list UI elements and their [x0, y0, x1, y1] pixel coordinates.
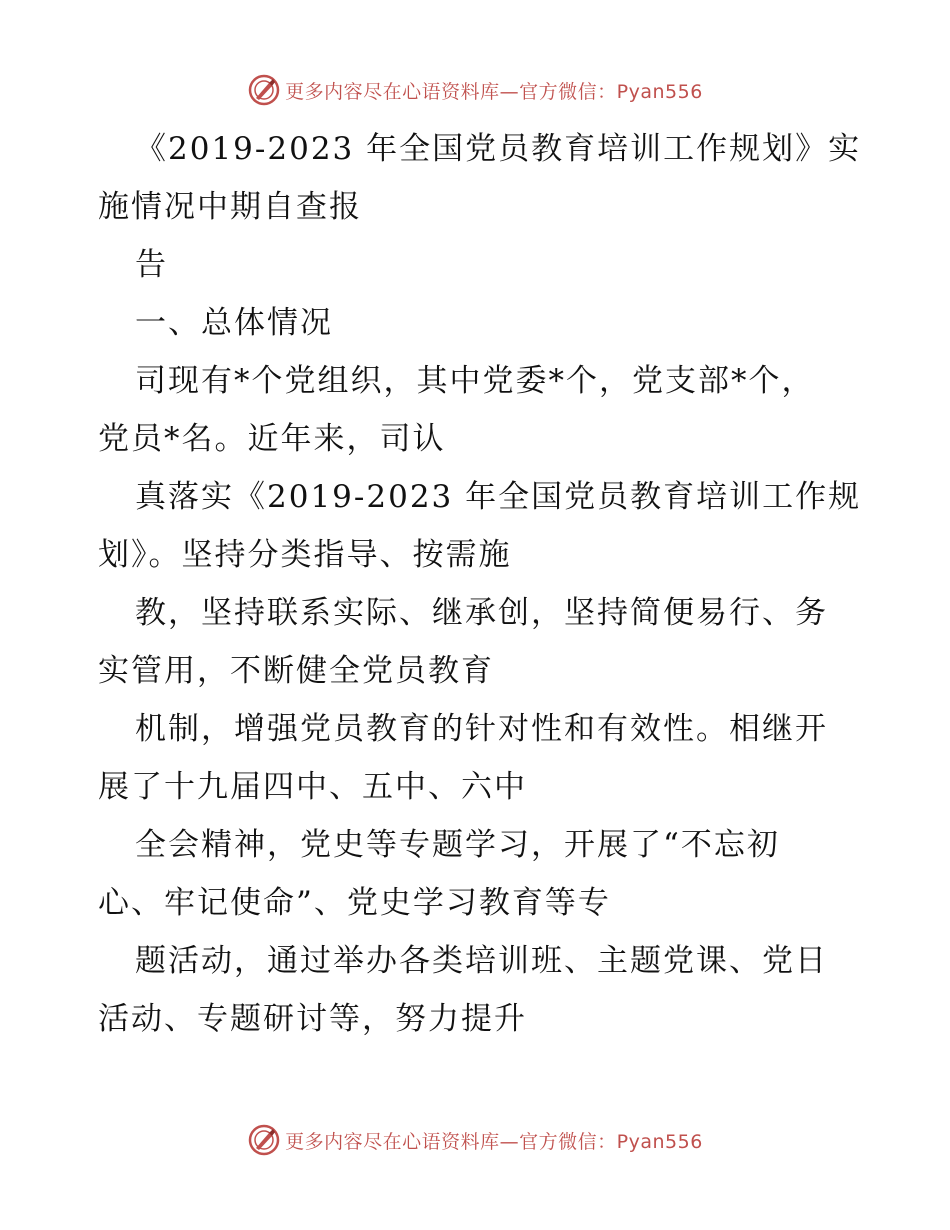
watermark-text: 更多内容尽在心语资料库—官方微信：Pyan556 [285, 1130, 703, 1153]
text-line: 题活动，通过举办各类培训班、主题党课、党日 [135, 943, 828, 979]
pen-logo-icon [247, 73, 281, 107]
text-line: 划》。坚持分类指导、按需施 [98, 537, 512, 573]
text-line: 展了十九届四中、五中、六中 [98, 769, 527, 805]
text-line: 全会精神，党史等专题学习，开展了“不忘初 [135, 827, 780, 863]
text-line: 机制，增强党员教育的针对性和有效性。相继开 [135, 711, 828, 747]
text-line: 《2019-2023 年全国党员教育培训工作规划》实 [135, 131, 862, 167]
text-line: 司现有*个党组织，其中党委*个，党支部*个， [135, 363, 815, 399]
text-line: 告 [135, 247, 168, 283]
text-line: 真落实《2019-2023 年全国党员教育培训工作规 [135, 479, 862, 515]
text-line: 活动、专题研讨等，努力提升 [98, 1001, 527, 1037]
text-line: 党员*名。近年来，司认 [98, 421, 446, 457]
watermark-text: 更多内容尽在心语资料库—官方微信：Pyan556 [285, 80, 703, 103]
text-line: 教，坚持联系实际、继承创，坚持简便易行、务 [135, 595, 828, 631]
document-body [98, 120, 862, 1048]
footer-watermark [0, 1120, 950, 1160]
text-line: 实管用，不断健全党员教育 [98, 653, 494, 689]
section-heading: 一、总体情况 [135, 305, 333, 341]
text-line: 心、牢记使命”、党史学习教育等专 [98, 885, 611, 921]
pen-logo-icon [247, 1123, 281, 1157]
text-line: 施情况中期自查报 [98, 189, 362, 225]
header-watermark [0, 70, 950, 110]
